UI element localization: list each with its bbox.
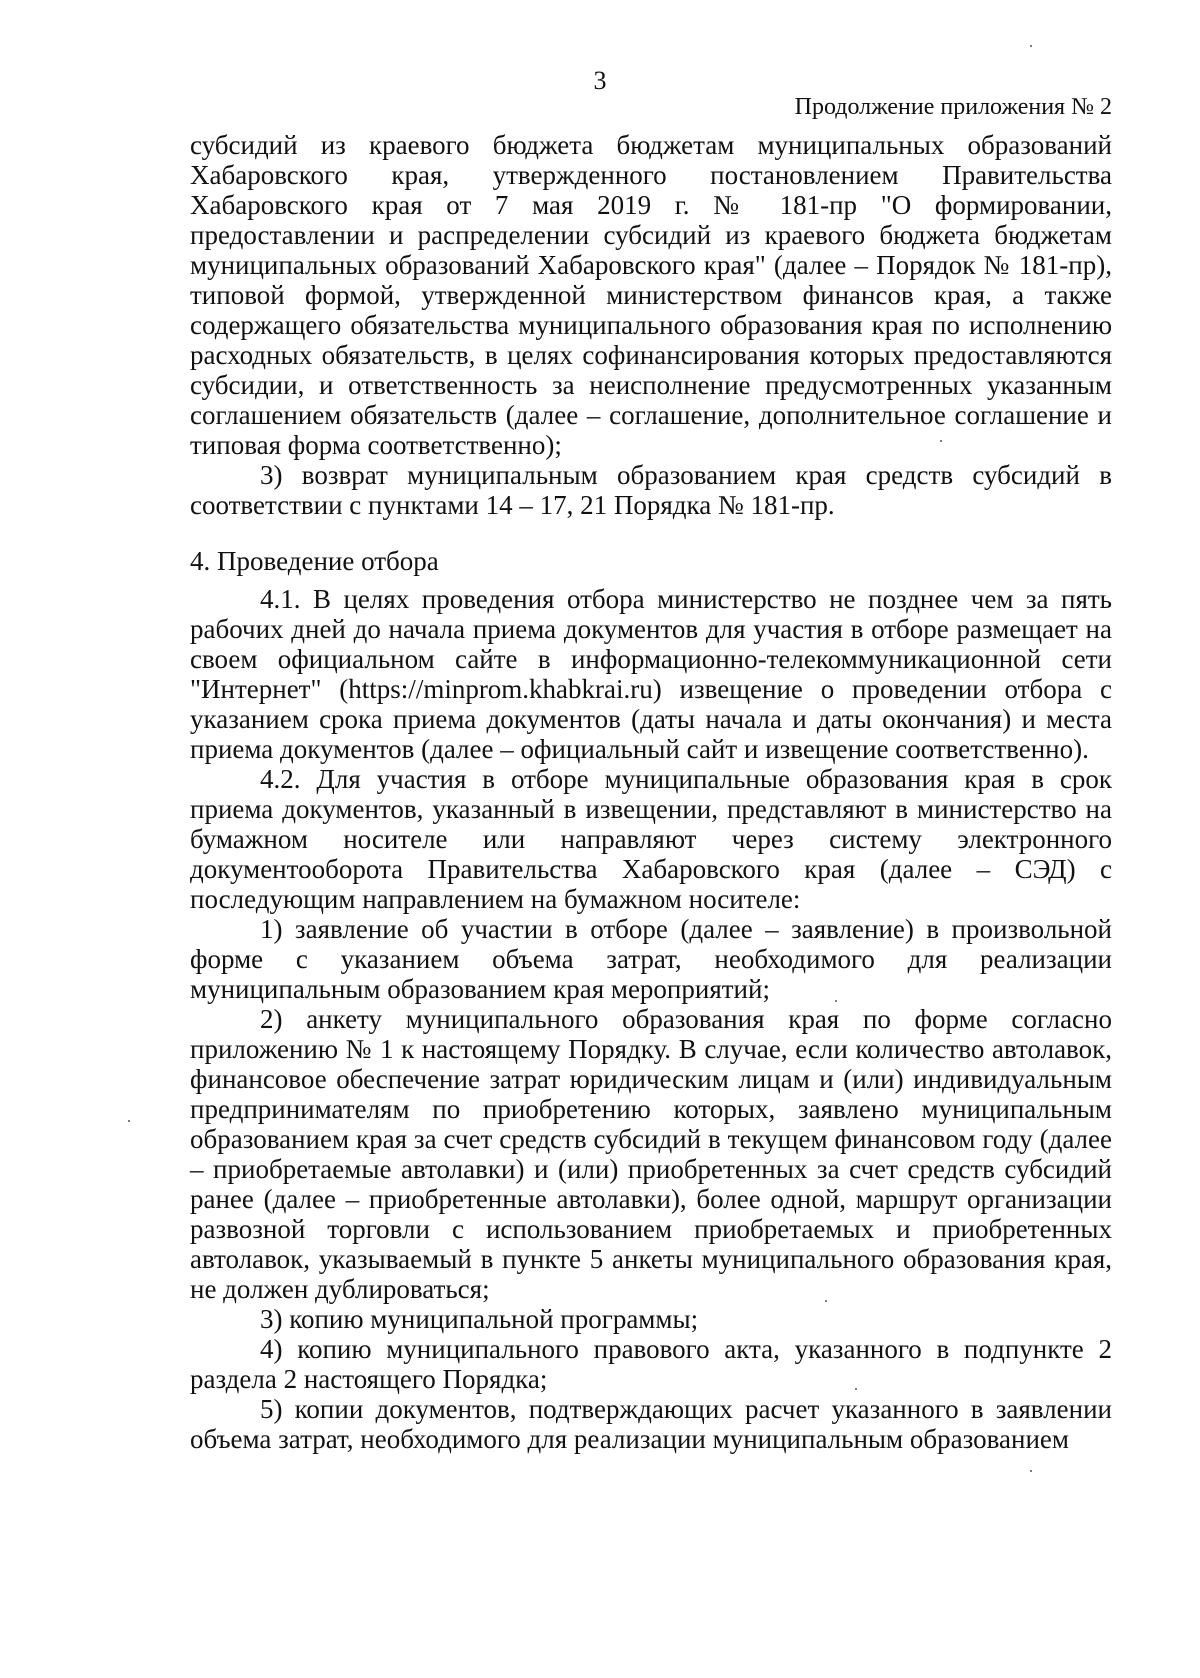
paragraph: субсидий из краевого бюджета бюджетам муниципальных образований Хабаровского края, утвержденного постановлением Правительства Хабаровского края от 7 мая 2019 г. № 181-пр "О формировании, предоставлении и распределении субсидий из краевого бюджета бюджетам муниципальных образований Хабаровского края" (далее – Порядок № 181-пр), типовой формой, утвержденной министерством финансов края, а также содержащего обязательства муниципального образования края по исполнению расходных обязательств, в целях софинансирования которых предоставляются субсидии, и ответственность за неисполнение предусмотренных указанным соглашением обязательств (далее – соглашение, дополнительное соглашение и типовая форма соответственно); — [190, 130, 1112, 460]
section-heading: 4. Проведение отбора — [190, 546, 439, 576]
scan-speck — [825, 1300, 827, 1302]
paragraph: 1) заявление об участии в отборе (далее – заявление) в произвольной форме с указанием объема затрат, необходимого для реализации муниципальным образованием края мероприятий; — [190, 914, 1112, 1004]
scan-speck — [835, 1000, 837, 1002]
scan-speck — [940, 440, 942, 442]
continuation-label: Продолжение приложения № 2 — [794, 94, 1112, 120]
paragraph: 3) копию муниципальной программы; — [260, 1304, 699, 1334]
scan-speck — [1030, 1470, 1032, 1472]
paragraph: 3) возврат муниципальным образованием края средств субсидий в соответствии с пунктами 14 – 17, 21 Порядка № 181-пр. — [190, 460, 1112, 520]
document-body — [190, 130, 1112, 1454]
paragraph: 4.2. Для участия в отборе муниципальные образования края в срок приема документов, указанный в извещении, представляют в министерство на бумажном носителе или направляют через систему электронного документооборота Правительства Хабаровского края (далее – СЭД) с последующим направлением на бумажном носителе: — [190, 764, 1112, 914]
paragraph: 4.1. В целях проведения отбора министерство не позднее чем за пять рабочих дней до начала приема документов для участия в отборе размещает на своем официальном сайте в информационно-телекоммуникационной сети "Интернет" (https://minprom.khabkrai.ru) извещение о проведении отбора с указанием срока приема документов (даты начала и даты окончания) и места приема документов (далее – официальный сайт и извещение соответственно). — [190, 584, 1112, 764]
scan-speck — [1030, 45, 1032, 47]
scan-speck — [855, 1388, 857, 1390]
paragraph: 4) копию муниципального правового акта, указанного в подпункте 2 раздела 2 настоящего Порядка; — [190, 1334, 1112, 1394]
page-number: 3 — [593, 66, 607, 95]
scan-speck — [128, 1120, 130, 1122]
paragraph: 5) копии документов, подтверждающих расчет указанного в заявлении объема затрат, необходимого для реализации муниципальным образованием — [190, 1394, 1112, 1454]
paragraph: 2) анкету муниципального образования края по форме согласно приложению № 1 к настоящему Порядку. В случае, если количество автолавок, финансовое обеспечение затрат юридическим лицам и (или) индивидуальным предпринимателям по приобретению которых, заявлено муниципальным образованием края за счет средств субсидий в текущем финансовом году (далее – приобретаемые автолавки) и (или) приобретенных за счет средств субсидий ранее (далее – приобретенные автолавки), более одной, маршрут организации развозной торговли с использованием приобретаемых и приобретенных автолавок, указываемый в пункте 5 анкеты муниципального образования края, не должен дублироваться; — [190, 1004, 1112, 1304]
